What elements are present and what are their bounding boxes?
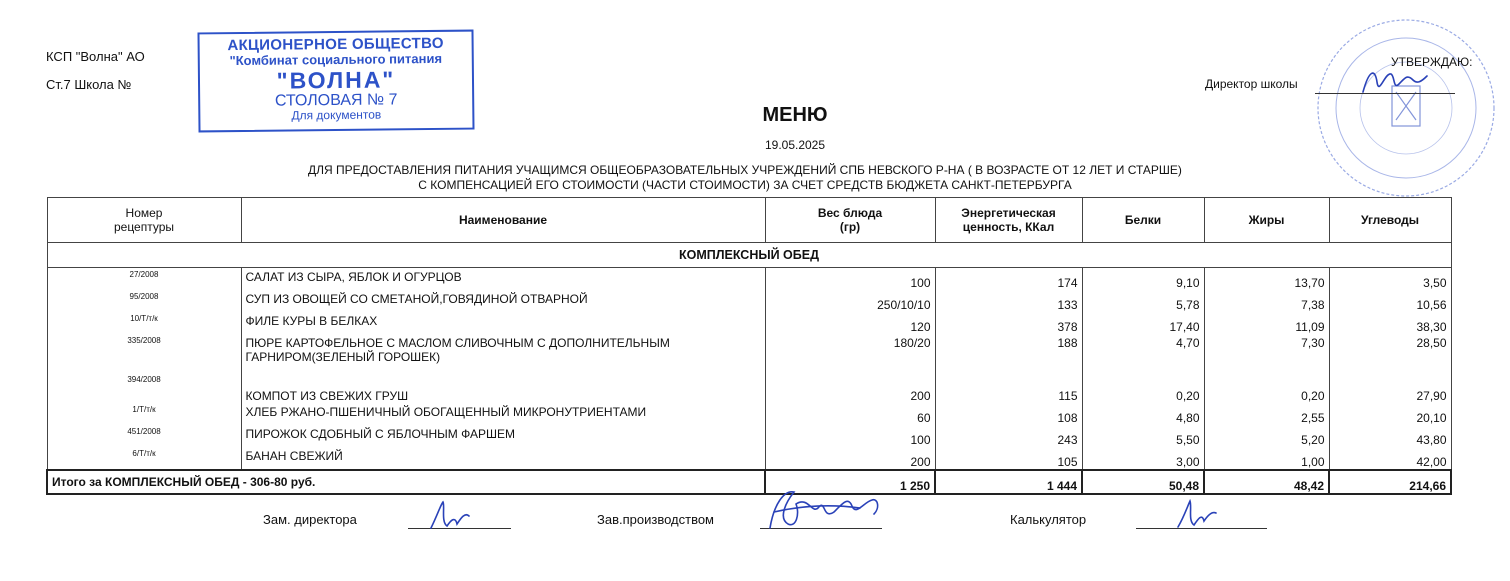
dish-fat: 5,20 (1204, 425, 1329, 447)
subtitle (0, 163, 1490, 193)
dish-protein: 5,50 (1082, 425, 1204, 447)
dish-weight: 200 (765, 447, 935, 470)
dish-carbs: 28,50 (1329, 334, 1451, 373)
stamp-line-4: СТОЛОВАЯ № 7 (274, 90, 398, 110)
table-row (47, 373, 1451, 403)
dish-protein: 9,10 (1082, 268, 1204, 291)
col-name: Наименование (241, 198, 765, 243)
table-header-row (47, 198, 1451, 243)
dish-carbs: 27,90 (1329, 373, 1451, 403)
dish-carbs: 20,10 (1329, 403, 1451, 425)
dish-energy: 108 (935, 403, 1082, 425)
dish-name: ПИРОЖОК СДОБНЫЙ С ЯБЛОЧНЫМ ФАРШЕМ (241, 425, 765, 447)
dish-name: ХЛЕБ РЖАНО-ПШЕНИЧНЫЙ ОБОГАЩЕННЫЙ МИКРОНУТРИЕНТАМИ (241, 403, 765, 425)
dish-energy: 243 (935, 425, 1082, 447)
dish-energy: 115 (935, 373, 1082, 403)
deputy-signature-icon (425, 498, 475, 532)
calculator-label: Калькулятор (1010, 512, 1087, 527)
recipe-code: 335/2008 (47, 334, 241, 373)
director-label: Директор школы (1205, 77, 1298, 91)
section-title: КОМПЛЕКСНЫЙ ОБЕД (47, 243, 1451, 268)
dish-protein: 3,00 (1082, 447, 1204, 470)
table-row (47, 268, 1451, 291)
dish-weight: 100 (765, 268, 935, 291)
table-row (47, 447, 1451, 470)
stamp-line-3: "ВОЛНА" (276, 66, 396, 95)
recipe-code: 10/Т/т/к (47, 312, 241, 334)
dish-carbs: 43,80 (1329, 425, 1451, 447)
dish-weight: 60 (765, 403, 935, 425)
table-row (47, 312, 1451, 334)
deputy-director-label: Зам. директора (263, 512, 357, 527)
dish-carbs: 38,30 (1329, 312, 1451, 334)
col-energy: Энергетическая ценность, ККал (935, 198, 1082, 243)
recipe-code: 1/Т/т/к (47, 403, 241, 425)
dish-weight: 120 (765, 312, 935, 334)
dish-name: СУП ИЗ ОВОЩЕЙ СО СМЕТАНОЙ,ГОВЯДИНОЙ ОТВАРНОЙ (241, 290, 765, 312)
col-fat: Жиры (1204, 198, 1329, 243)
subtitle-line-1: ДЛЯ ПРЕДОСТАВЛЕНИЯ ПИТАНИЯ УЧАЩИМСЯ ОБЩЕОБРАЗОВАТЕЛЬНЫХ УЧРЕЖДЕНИЙ СПБ НЕВСКОГО Р-НА ( В ВОЗРАСТЕ ОТ 12 ЛЕТ И СТАРШЕ) (308, 163, 1182, 177)
production-signature-icon (760, 484, 890, 534)
dish-energy: 133 (935, 290, 1082, 312)
page-title: МЕНЮ (762, 104, 828, 126)
dish-name: БАНАН СВЕЖИЙ (241, 447, 765, 470)
dish-fat: 1,00 (1204, 447, 1329, 470)
dish-fat: 0,20 (1204, 373, 1329, 403)
dish-energy: 378 (935, 312, 1082, 334)
col-weight: Вес блюда (гр) (765, 198, 935, 243)
dish-name: ФИЛЕ КУРЫ В БЕЛКАХ (241, 312, 765, 334)
production-manager-label: Зав.производством (597, 512, 714, 527)
stamp-line-2: "Комбинат социального питания (229, 50, 443, 68)
table-row (47, 425, 1451, 447)
approve-label: УТВЕРЖДАЮ: (1391, 55, 1473, 69)
dish-energy: 105 (935, 447, 1082, 470)
dish-weight: 180/20 (765, 334, 935, 373)
stamp-line-1: АКЦИОНЕРНОЕ ОБЩЕСТВО (227, 34, 444, 55)
dish-fat: 11,09 (1204, 312, 1329, 334)
dish-protein: 4,80 (1082, 403, 1204, 425)
total-label: Итого за КОМПЛЕКСНЫЙ ОБЕД - 306-80 руб. (47, 470, 765, 494)
dish-fat: 7,30 (1204, 334, 1329, 373)
recipe-code: 451/2008 (47, 425, 241, 447)
dish-energy: 188 (935, 334, 1082, 373)
col-protein: Белки (1082, 198, 1204, 243)
menu-table (46, 197, 1452, 495)
dish-name: ПЮРЕ КАРТОФЕЛЬНОЕ С МАСЛОМ СЛИВОЧНЫМ С ДОПОЛНИТЕЛЬНЫМ ГАРНИРОМ(ЗЕЛЕНЫЙ ГОРОШЕК) (241, 334, 765, 373)
dish-protein: 4,70 (1082, 334, 1204, 373)
dish-weight: 100 (765, 425, 935, 447)
recipe-code: 394/2008 (47, 373, 241, 403)
dish-weight: 200 (765, 373, 935, 403)
calculator-signature-icon (1170, 497, 1220, 531)
org-name: КСП "Волна" АО (46, 49, 145, 64)
dish-fat: 7,38 (1204, 290, 1329, 312)
col-carbs: Углеводы (1329, 198, 1451, 243)
table-row (47, 334, 1451, 373)
dish-energy: 174 (935, 268, 1082, 291)
total-fat: 48,42 (1204, 470, 1329, 494)
dish-fat: 13,70 (1204, 268, 1329, 291)
dish-protein: 0,20 (1082, 373, 1204, 403)
stamp-line-5: Для документов (291, 107, 382, 123)
school-line: Ст.7 Школа № (46, 77, 132, 92)
dish-carbs: 3,50 (1329, 268, 1451, 291)
menu-date: 19.05.2025 (764, 138, 826, 152)
dish-carbs: 42,00 (1329, 447, 1451, 470)
dish-weight: 250/10/10 (765, 290, 935, 312)
total-protein: 50,48 (1082, 470, 1204, 494)
section-row (47, 243, 1451, 268)
dish-name: КОМПОТ ИЗ СВЕЖИХ ГРУШ (241, 373, 765, 403)
recipe-code: 95/2008 (47, 290, 241, 312)
total-carbs: 214,66 (1329, 470, 1451, 494)
total-energy: 1 444 (935, 470, 1082, 494)
table-row (47, 403, 1451, 425)
total-row (47, 470, 1451, 494)
dish-protein: 17,40 (1082, 312, 1204, 334)
total-weight: 1 250 (765, 470, 935, 494)
dish-fat: 2,55 (1204, 403, 1329, 425)
table-row (47, 290, 1451, 312)
dish-protein: 5,78 (1082, 290, 1204, 312)
recipe-code: 6/Т/т/к (47, 447, 241, 470)
subtitle-line-2: С КОМПЕНСАЦИЕЙ ЕГО СТОИМОСТИ (ЧАСТИ СТОИМОСТИ) ЗА СЧЕТ СРЕДСТВ БЮДЖЕТА САНКТ-ПЕТЕРБУРГА (418, 178, 1072, 192)
recipe-code: 27/2008 (47, 268, 241, 291)
dish-name: САЛАТ ИЗ СЫРА, ЯБЛОК И ОГУРЦОВ (241, 268, 765, 291)
dish-carbs: 10,56 (1329, 290, 1451, 312)
director-signature-icon (1355, 62, 1435, 102)
col-recipe-number: Номер рецептуры (47, 198, 241, 243)
